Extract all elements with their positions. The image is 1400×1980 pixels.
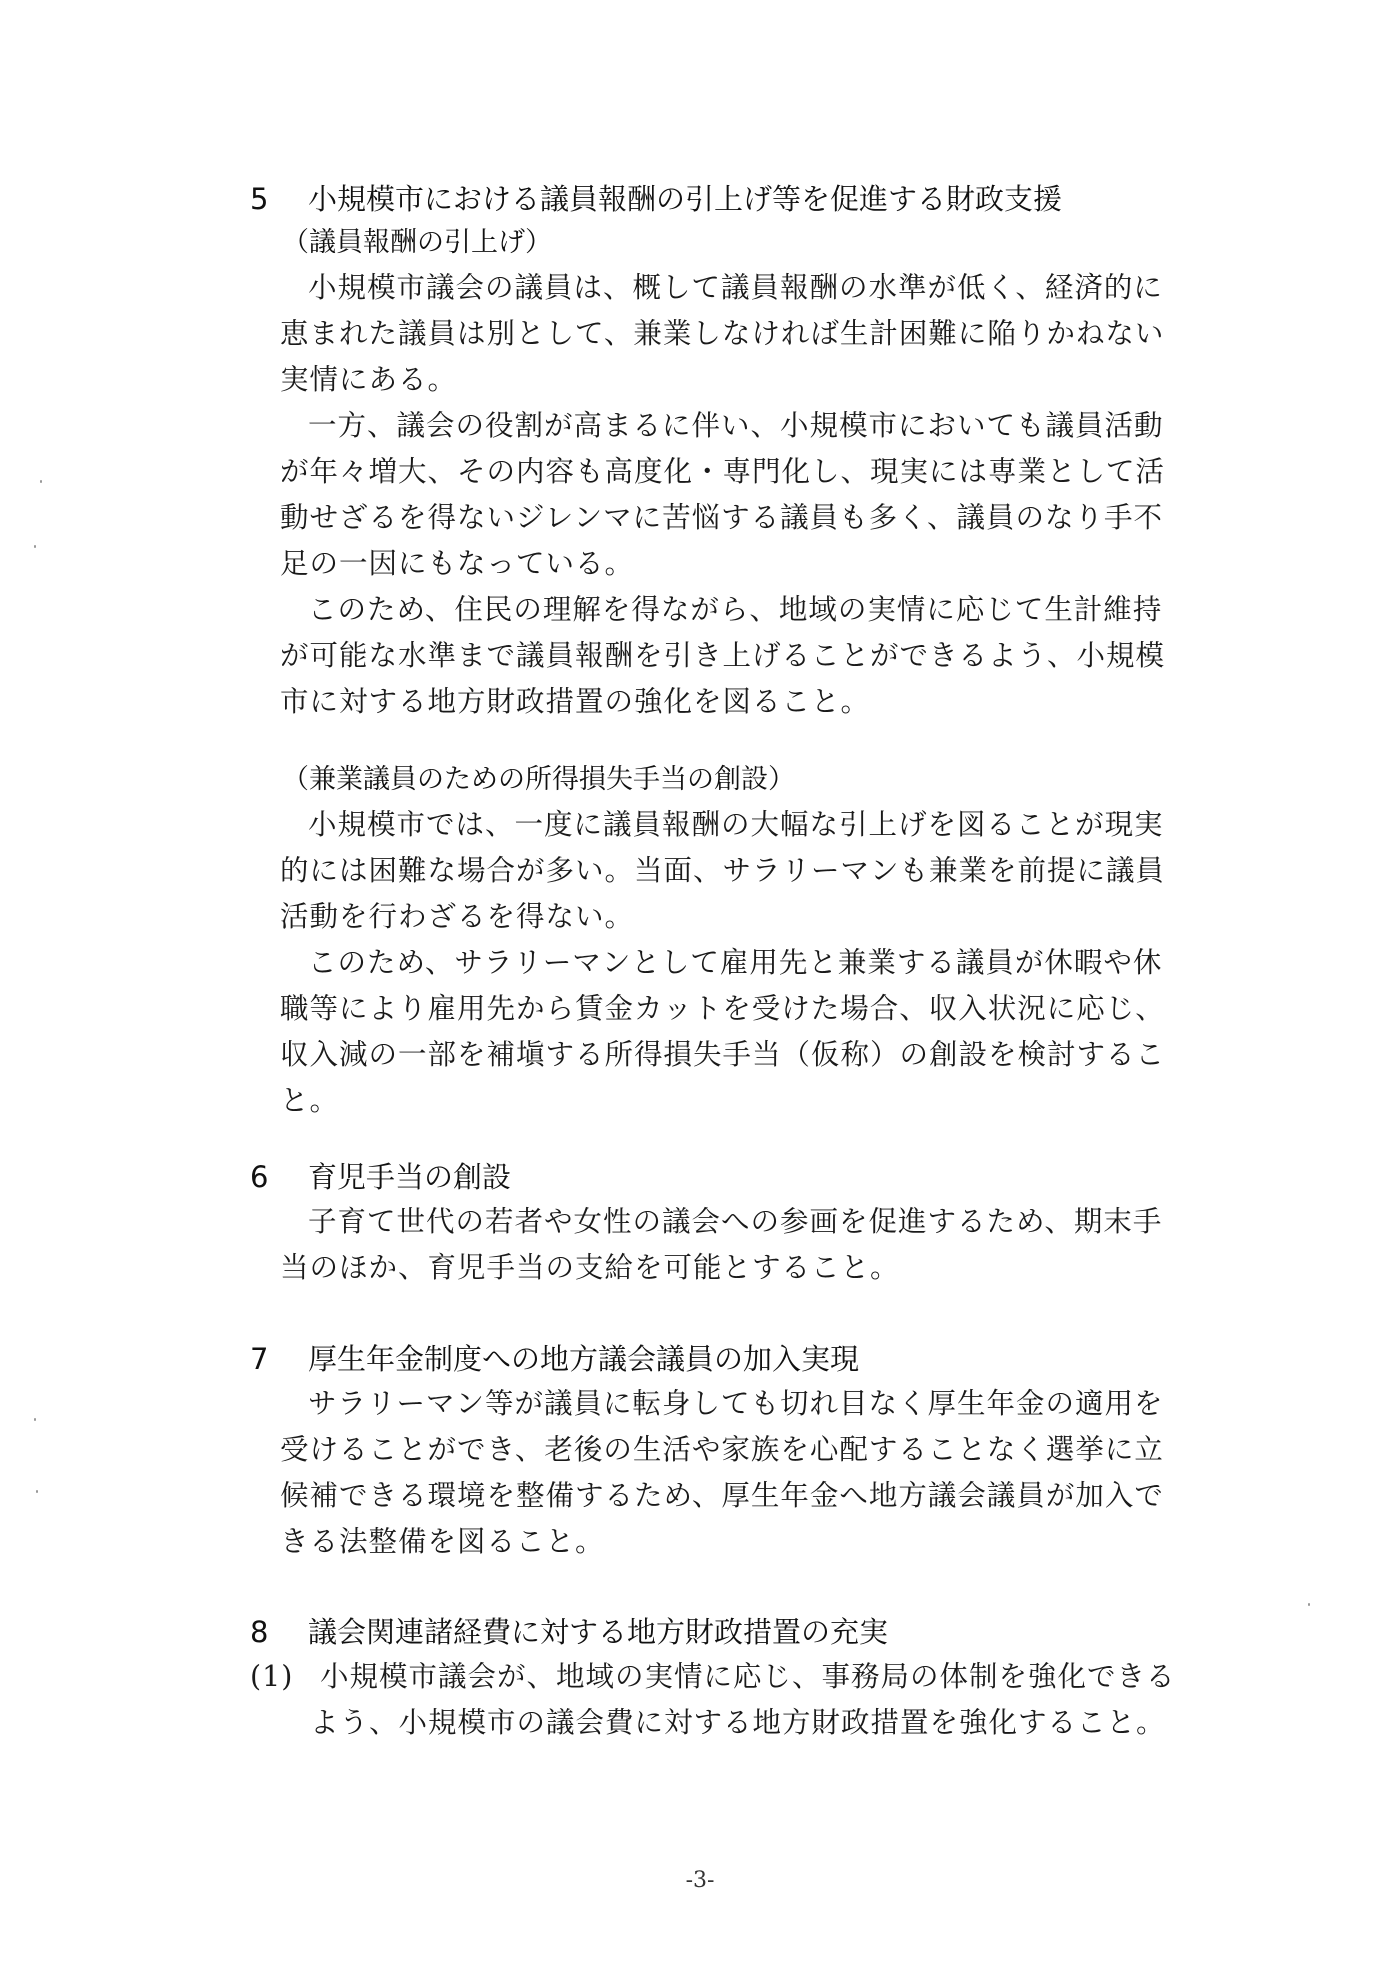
scan-speck [40, 480, 42, 483]
scan-speck [34, 545, 36, 548]
section-title: 厚生年金制度への地方議会議員の加入実現 [308, 1342, 860, 1376]
paragraph: 一方、議会の役割が高まるに伴い、小規模市においても議員活動が年々増大、その内容も高度化・専門化し、現実には専業として活動せざるを得ないジレンマに苦悩する議員も多く、議員のなり手不足の一因にもなっている。 [280, 409, 1166, 580]
section-heading [250, 1155, 1180, 1199]
paragraph: 小規模市議会の議員は、概して議員報酬の水準が低く、経済的に恵まれた議員は別として、兼業しなければ生計困難に陥りかねない実情にある。 [280, 271, 1165, 396]
section-number: 7 [250, 1342, 269, 1376]
paragraph: 小規模市では、一度に議員報酬の大幅な引上げを図ることが現実的には困難な場合が多い。当面、サラリーマンも兼業を前提に議員活動を行わざるを得ない。 [280, 808, 1166, 933]
section-heading [250, 1610, 1180, 1654]
paragraph: 子育て世代の若者や女性の議会への参画を促進するため、期末手当のほか、育児手当の支給を可能とすること。 [280, 1205, 1163, 1284]
item-text: 小規模市議会が、地域の実情に応じ、事務局の体制を強化できるよう、小規模市の議会費に対する地方財政措置を強化すること。 [310, 1660, 1176, 1739]
section-heading [250, 177, 1180, 221]
page-number: -3- [685, 1868, 715, 1893]
subsection-title: （議員報酬の引上げ） [282, 227, 552, 258]
scan-speck [1308, 1603, 1310, 1606]
scan-speck [34, 1418, 36, 1421]
section-number: 5 [250, 182, 269, 216]
section-title: 議会関連諸経費に対する地方財政措置の充実 [308, 1615, 889, 1649]
section-5-subsection-2 [250, 758, 1180, 1124]
paragraph: このため、サラリーマンとして雇用先と兼業する議員が休暇や休職等により雇用先から賃金カットを受けた場合、収入状況に応じ、収入減の一部を補塡する所得損失手当（仮称）の創設を検討すること。 [280, 946, 1166, 1117]
section-heading [250, 1337, 1180, 1381]
scan-speck [36, 1490, 38, 1493]
section-5 [250, 177, 1180, 725]
section-6 [250, 1155, 1180, 1291]
list-item [250, 1654, 1180, 1746]
section-number: 8 [250, 1615, 269, 1649]
paragraph: このため、住民の理解を得ながら、地域の実情に応じて生計維持が可能な水準まで議員報酬を引き上げることができるよう、小規模市に対する地方財政措置の強化を図ること。 [280, 593, 1166, 718]
section-title: 育児手当の創設 [308, 1160, 512, 1194]
section-8 [250, 1610, 1180, 1746]
paragraph: サラリーマン等が議員に転身しても切れ目なく厚生年金の適用を受けることができ、老後の生活や家族を心配することなく選挙に立候補できる環境を整備するため、厚生年金へ地方議会議員が加入できる法整備を図ること。 [280, 1387, 1164, 1558]
item-number: (1) [250, 1660, 294, 1693]
section-number: 6 [250, 1160, 269, 1194]
subsection-title: （兼業議員のための所得損失手当の創設） [282, 764, 795, 795]
section-title: 小規模市における議員報酬の引上げ等を促進する財政支援 [308, 182, 1063, 216]
section-7 [250, 1337, 1180, 1565]
